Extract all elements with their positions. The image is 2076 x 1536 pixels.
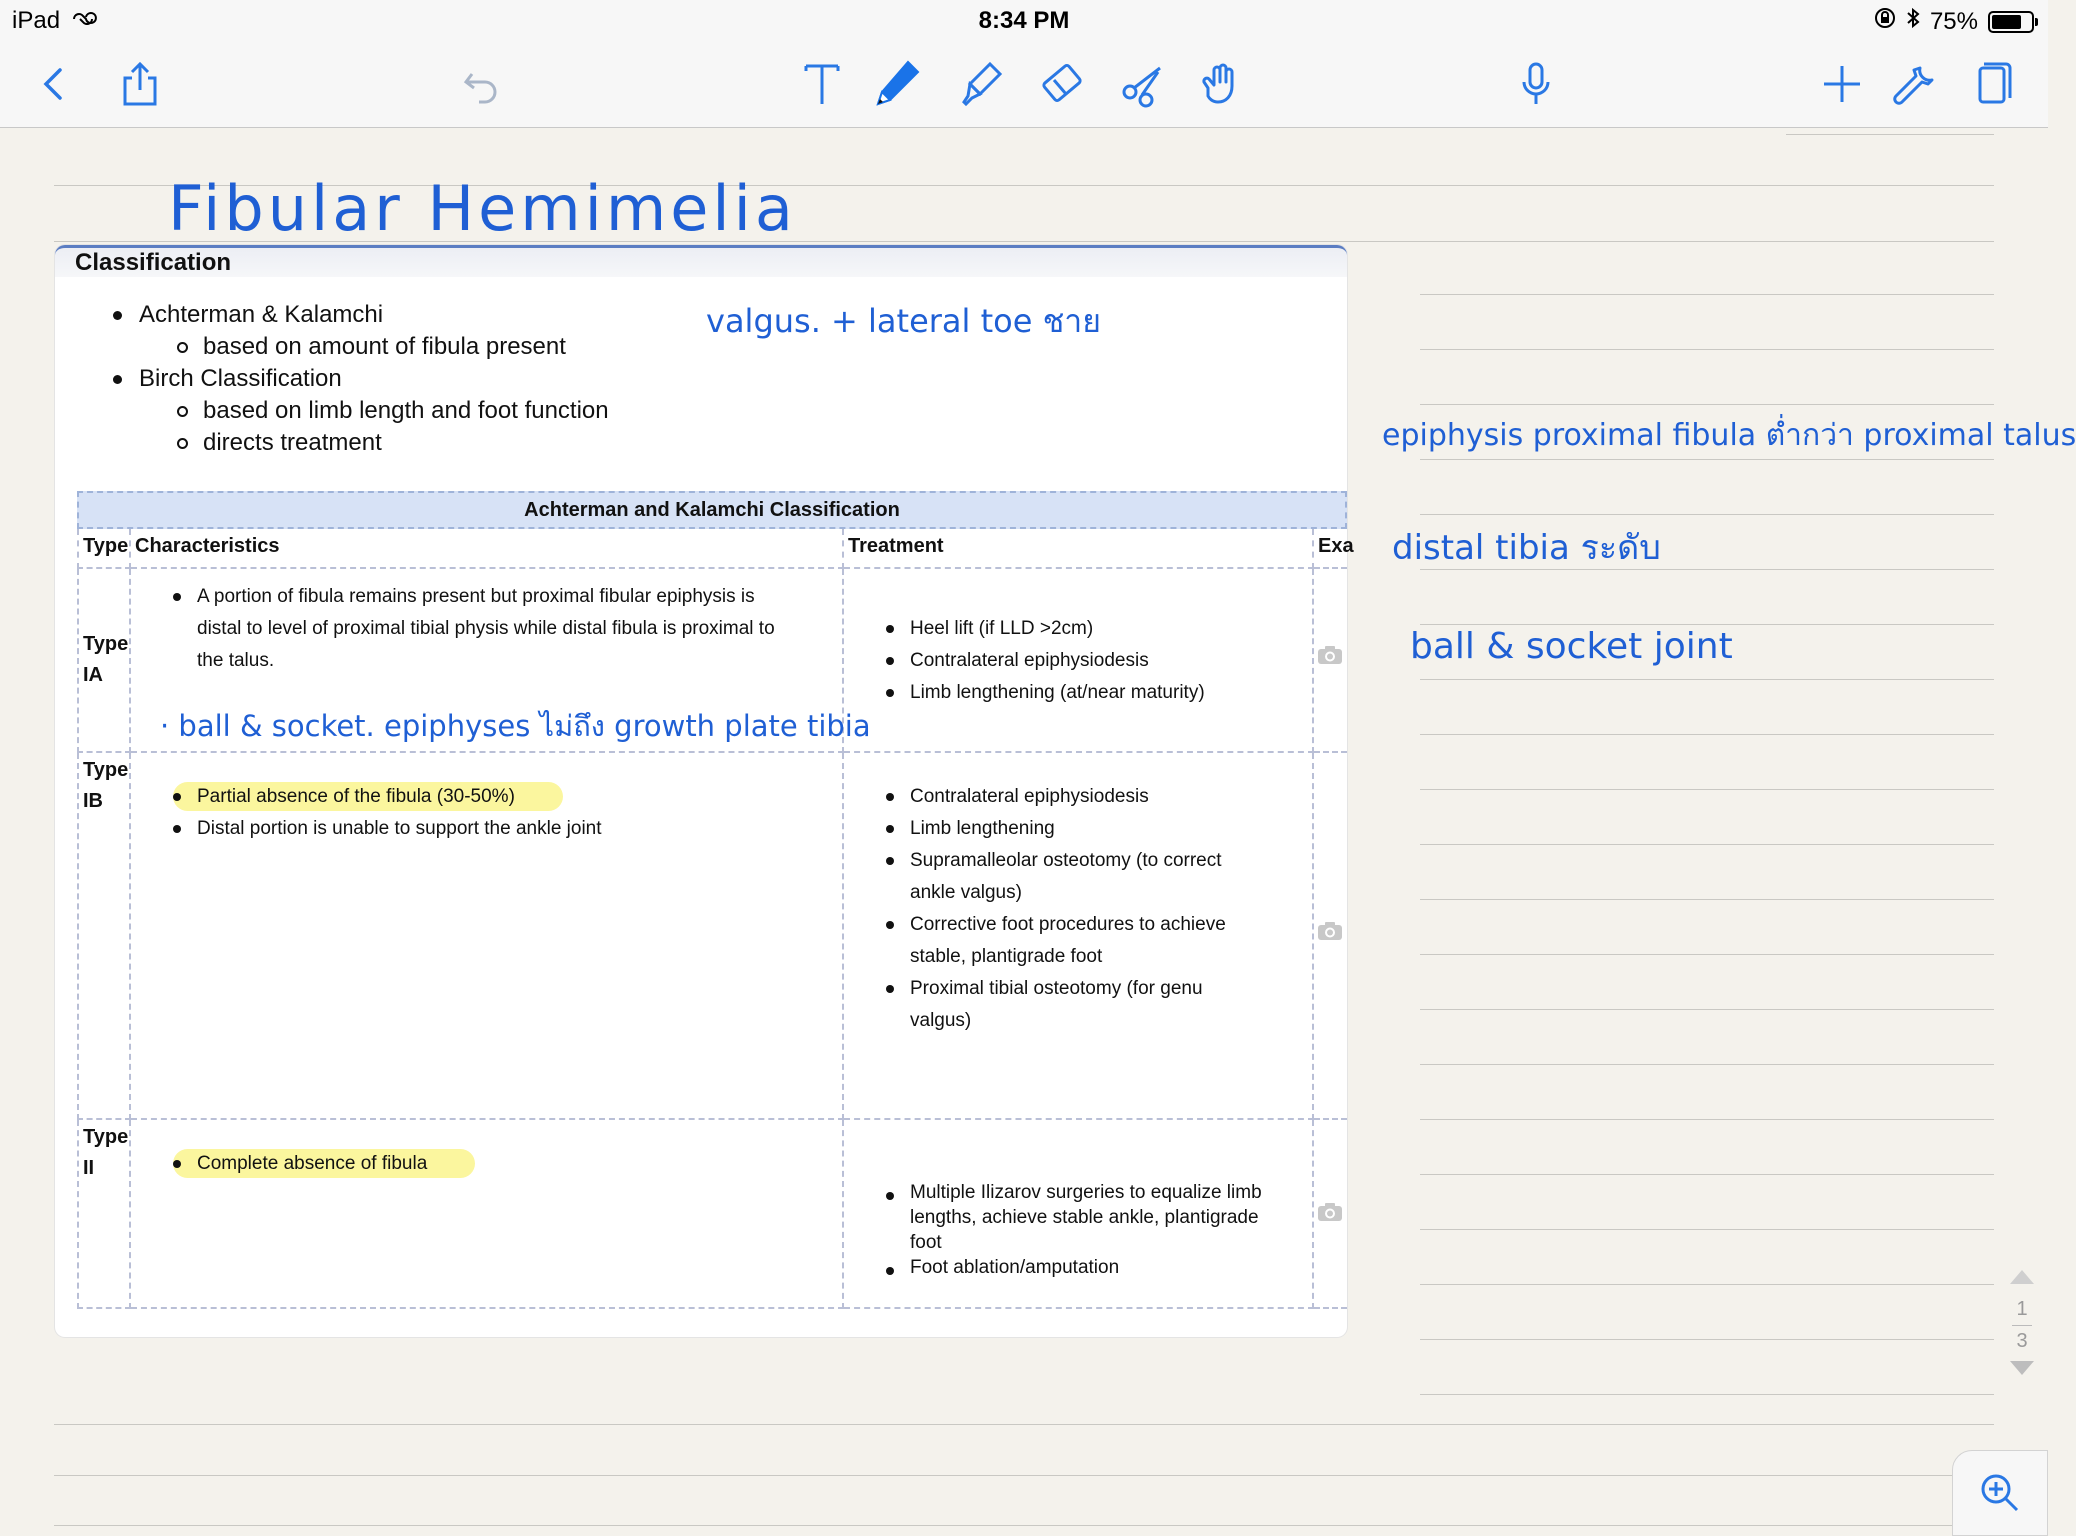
- table-cell-example: [1314, 753, 1347, 1120]
- status-time: 8:34 PM: [978, 7, 1070, 34]
- list-item: Multiple Ilizarov surgeries to equalize limb lengths, achieve stable ankle, plantigrade foot: [910, 1180, 1270, 1255]
- table-title: Achterman and Kalamchi Classification: [77, 491, 1347, 529]
- back-icon[interactable]: [24, 54, 84, 114]
- classification-list: [139, 299, 609, 459]
- ruled-line: [1420, 1009, 1994, 1010]
- table-cell-type: [77, 1120, 131, 1309]
- row-type-label: Type IA: [83, 633, 129, 686]
- ruled-line: [54, 1525, 1994, 1526]
- text-tool-icon[interactable]: [792, 54, 852, 114]
- row-type-label: Type II: [83, 1126, 129, 1179]
- page-indicator[interactable]: [2004, 1268, 2040, 1383]
- list-subitem: based on limb length and foot function: [203, 395, 609, 427]
- table-cell-example: [1314, 1120, 1347, 1309]
- characteristics-list: [197, 1148, 817, 1180]
- microphone-icon[interactable]: [1506, 54, 1566, 114]
- list-item: [197, 1148, 817, 1180]
- header-characteristics: Characteristics: [131, 529, 844, 569]
- list-item: Proximal tibial osteotomy (for genu valgus): [910, 973, 1250, 1037]
- ruled-line: [54, 1424, 1994, 1425]
- eraser-tool-icon[interactable]: [1032, 54, 1092, 114]
- status-bar: [0, 0, 2048, 40]
- lasso-tool-icon[interactable]: [1112, 54, 1172, 114]
- treatment-list: [910, 1180, 1270, 1280]
- share-icon[interactable]: [110, 54, 170, 114]
- ruled-line: [1420, 1064, 1994, 1065]
- list-item: Limb lengthening: [910, 813, 1250, 845]
- toolbar: [0, 40, 2048, 128]
- battery-fill: [1992, 15, 2021, 29]
- list-item: [197, 781, 817, 813]
- list-item: A portion of fibula remains present but proximal fibular epiphysis is distal to level of proximal tibial physis while distal fibula is proximal to the talus.: [197, 581, 787, 677]
- ruled-line: [1420, 514, 1994, 515]
- ruled-line: [1420, 1339, 1994, 1340]
- wrench-icon[interactable]: [1886, 54, 1946, 114]
- total-pages: 3: [2016, 1330, 2028, 1352]
- list-item: Distal portion is unable to support the ankle joint: [197, 813, 817, 845]
- table-cell-example: [1314, 569, 1347, 753]
- list-subitem: based on amount of fibula present: [203, 331, 609, 363]
- ruled-line: [1420, 789, 1994, 790]
- list-item: Contralateral epiphysiodesis: [910, 781, 1250, 813]
- camera-icon[interactable]: [1317, 645, 1343, 665]
- handwritten-note-ball: ball & socket joint: [1410, 626, 1733, 667]
- list-item: Foot ablation/amputation: [910, 1255, 1270, 1280]
- table-cell-characteristics: [131, 753, 844, 1120]
- ruled-line: [1420, 624, 1994, 625]
- list-item: Limb lengthening (at/near maturity): [910, 677, 1300, 709]
- zoom-button[interactable]: [1952, 1450, 2048, 1536]
- page-overview-icon[interactable]: [1964, 54, 2024, 114]
- handwritten-title: Fibular Hemimelia: [168, 172, 797, 245]
- bluetooth-icon: [1906, 7, 1920, 36]
- ruled-line: [1420, 1229, 1994, 1230]
- row-type-label: Type IB: [83, 759, 129, 812]
- status-right: [1874, 7, 2034, 36]
- zoom-in-icon: [1978, 1471, 2022, 1515]
- list-item: Supramalleolar osteotomy (to correct ankle valgus): [910, 845, 1250, 909]
- hand-tool-icon[interactable]: [1190, 54, 1250, 114]
- highlighted-text: Partial absence of the fibula (30-50%): [173, 782, 563, 811]
- ruled-line: [1420, 1284, 1994, 1285]
- ruled-line: [1420, 349, 1994, 350]
- highlighter-tool-icon[interactable]: [952, 54, 1012, 114]
- undo-icon[interactable]: [452, 54, 512, 114]
- highlighted-text: Complete absence of fibula: [173, 1149, 475, 1178]
- camera-icon[interactable]: [1317, 921, 1343, 941]
- orientation-lock-icon: [1874, 7, 1896, 36]
- handwritten-note-epiphysis: epiphysis proximal fibula ต่ำกว่า proximal talus: [1382, 418, 2076, 453]
- handwritten-note-distal: distal tibia ระดับ: [1392, 528, 1661, 568]
- battery-percent: 75%: [1929, 7, 1978, 35]
- ruled-line: [1420, 1174, 1994, 1175]
- list-item: Achterman & Kalamchi: [139, 299, 609, 331]
- ruled-line: [1420, 404, 1994, 405]
- page-down-icon[interactable]: [2008, 1359, 2036, 1377]
- ruled-line: [1786, 134, 1994, 135]
- header-treatment: Treatment: [844, 529, 1314, 569]
- camera-icon[interactable]: [1317, 1202, 1343, 1222]
- page-up-icon[interactable]: [2008, 1268, 2036, 1286]
- ruled-line: [1420, 294, 1994, 295]
- ruled-line: [1420, 1119, 1994, 1120]
- handwritten-note-row-ia: · ball & socket. epiphyses ไม่ถึง growth plate tibia: [160, 709, 871, 743]
- table-cell-type: [77, 753, 131, 1120]
- ruled-line: [1420, 1394, 1994, 1395]
- handwritten-note-valgus: valgus. + lateral toe ชาย: [706, 302, 1102, 340]
- ruled-line: [1420, 844, 1994, 845]
- table-cell-treatment: [844, 753, 1314, 1120]
- list-subitem: directs treatment: [203, 427, 609, 459]
- list-item: Birch Classification: [139, 363, 609, 395]
- table-cell-characteristics: [131, 1120, 844, 1309]
- current-page: 1: [2016, 1298, 2028, 1320]
- pen-tool-icon[interactable]: [866, 54, 926, 114]
- plus-icon[interactable]: [1812, 54, 1872, 114]
- device-name: iPad: [12, 7, 61, 34]
- header-example: Exa: [1314, 529, 1347, 569]
- ruled-line: [1420, 899, 1994, 900]
- list-item: Heel lift (if LLD >2cm): [910, 613, 1300, 645]
- battery-icon: [1988, 11, 2034, 33]
- table-cell-treatment: [844, 569, 1314, 753]
- list-item: Contralateral epiphysiodesis: [910, 645, 1300, 677]
- ruled-line: [54, 1475, 1994, 1476]
- ruled-line: [1420, 734, 1994, 735]
- ruled-line: [1420, 954, 1994, 955]
- header-type: Type: [77, 529, 131, 569]
- ruled-line: [1420, 679, 1994, 680]
- table-cell-type: [77, 569, 131, 753]
- table-cell-treatment: [844, 1120, 1314, 1309]
- ruled-line: [1420, 459, 1994, 460]
- treatment-list: [910, 613, 1300, 709]
- list-item: Corrective foot procedures to achieve stable, plantigrade foot: [910, 909, 1250, 973]
- page-divider: [2012, 1325, 2032, 1326]
- characteristics-list: [197, 781, 817, 845]
- treatment-list: [910, 781, 1250, 1037]
- card-title: Classification: [55, 245, 1347, 277]
- characteristics-list: [197, 581, 787, 677]
